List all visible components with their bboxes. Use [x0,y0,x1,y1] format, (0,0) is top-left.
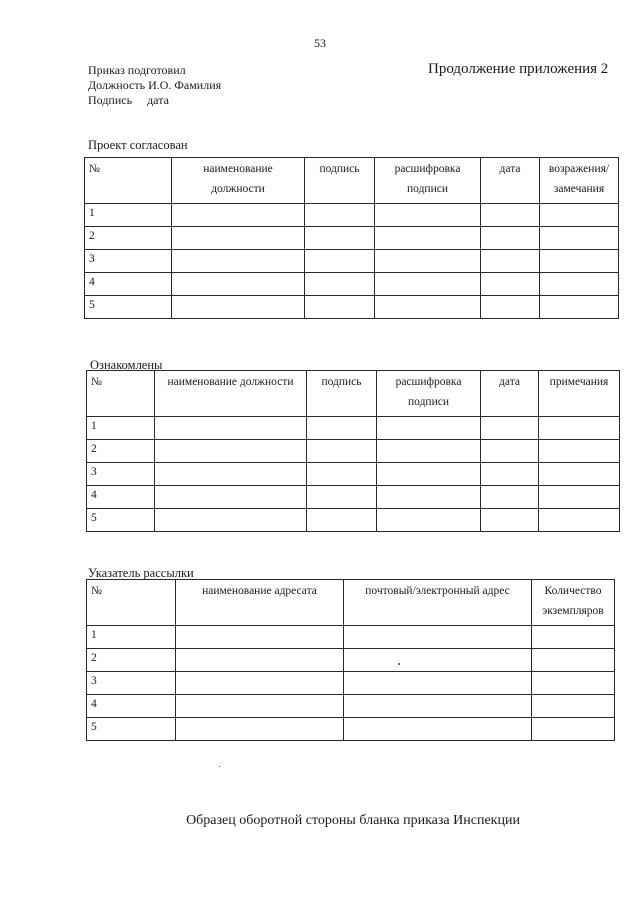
copies-cell[interactable] [532,695,615,718]
footer-title: Образец оборотной стороны бланка приказа Инспекции [186,813,520,828]
distribution-section-title: Указатель рассылки [88,566,194,580]
notes-cell[interactable] [539,486,620,509]
acquainted-header-number: № [87,371,155,417]
date-cell[interactable] [481,440,539,463]
signature-decoding-cell[interactable] [377,463,481,486]
approval-header-number: № [85,158,172,204]
address-cell[interactable] [344,626,532,649]
distribution-table [86,579,615,741]
row-number: 4 [85,273,172,296]
distribution-header-row [87,580,615,626]
row-number: 2 [87,440,155,463]
acquainted-table [86,370,620,532]
approval-header-signature-decoding: расшифровка подписи [375,158,481,204]
table-row [87,718,615,741]
date-cell[interactable] [481,509,539,532]
acquainted-header-signature-decoding: расшифровка подписи [377,371,481,417]
objections-cell[interactable] [540,273,619,296]
position-cell[interactable] [172,250,305,273]
approval-header-signature: подпись [305,158,375,204]
date-cell[interactable] [481,486,539,509]
table-row [87,626,615,649]
page-number: 53 [314,36,326,50]
position-cell[interactable] [172,273,305,296]
row-number: 3 [85,250,172,273]
distribution-header-addressee: наименование адресата [176,580,344,626]
objections-cell[interactable] [540,204,619,227]
objections-cell[interactable] [540,250,619,273]
acquainted-header-row [87,371,620,417]
acquainted-header-position: наименование должности [155,371,307,417]
distribution-header-address: почтовый/электронный адрес [344,580,532,626]
table-row [87,649,615,672]
signature-cell[interactable] [307,440,377,463]
position-cell[interactable] [172,296,305,319]
approval-header-position: наименование должности [172,158,305,204]
scan-speck [398,663,400,665]
date-cell[interactable] [481,250,540,273]
signature-cell[interactable] [305,273,375,296]
signature-decoding-cell[interactable] [375,250,481,273]
address-cell[interactable] [344,718,532,741]
date-cell[interactable] [481,417,539,440]
signature-decoding-cell[interactable] [375,227,481,250]
signature-cell[interactable] [307,509,377,532]
row-number: 1 [85,204,172,227]
signature-decoding-cell[interactable] [375,204,481,227]
row-number: 5 [87,718,176,741]
continuation-label: Продолжение приложения 2 [428,61,609,77]
address-cell[interactable] [344,672,532,695]
date-cell[interactable] [481,204,540,227]
acquainted-header-signature: подпись [307,371,377,417]
date-cell[interactable] [481,296,540,319]
notes-cell[interactable] [539,463,620,486]
signature-cell[interactable] [305,204,375,227]
table-row [87,509,620,532]
table-row [87,440,620,463]
copies-cell[interactable] [532,649,615,672]
signature-cell[interactable] [305,296,375,319]
position-cell[interactable] [172,204,305,227]
table-row [85,227,619,250]
acquainted-header-date: дата [481,371,539,417]
objections-cell[interactable] [540,227,619,250]
addressee-cell[interactable] [176,626,344,649]
position-cell[interactable] [155,463,307,486]
table-row [85,250,619,273]
distribution-header-copies: Количество экземпляров [532,580,615,626]
row-number: 3 [87,463,155,486]
copies-cell[interactable] [532,672,615,695]
distribution-header-number: № [87,580,176,626]
address-cell[interactable] [344,695,532,718]
notes-cell[interactable] [539,440,620,463]
addressee-cell[interactable] [176,718,344,741]
table-row [85,273,619,296]
position-cell[interactable] [155,509,307,532]
signature-cell[interactable] [305,227,375,250]
date-cell[interactable] [481,273,540,296]
table-row [87,695,615,718]
signature-cell[interactable] [307,463,377,486]
prepared-by-label: Приказ подготовил [88,63,186,77]
approval-section-title: Проект согласован [88,138,188,152]
row-number: 5 [85,296,172,319]
signature-decoding-cell[interactable] [377,486,481,509]
table-row [87,463,620,486]
table-row [85,204,619,227]
addressee-cell[interactable] [176,695,344,718]
scan-speck [219,766,220,767]
table-row [87,417,620,440]
approval-table [84,157,619,319]
position-cell[interactable] [155,417,307,440]
row-number: 2 [85,227,172,250]
row-number: 2 [87,649,176,672]
objections-cell[interactable] [540,296,619,319]
acquainted-section-title: Ознакомлены [90,358,163,372]
row-number: 5 [87,509,155,532]
position-cell[interactable] [172,227,305,250]
date-cell[interactable] [481,463,539,486]
signature-decoding-cell[interactable] [377,509,481,532]
notes-cell[interactable] [539,417,620,440]
acquainted-header-notes: примечания [539,371,620,417]
copies-cell[interactable] [532,718,615,741]
table-row [87,672,615,695]
signature-decoding-cell[interactable] [377,440,481,463]
prepared-by-position-name: Должность И.О. Фамилия [88,78,222,92]
approval-header-objections: возражения/ замечания [540,158,619,204]
signature-decoding-cell[interactable] [375,273,481,296]
copies-cell[interactable] [532,626,615,649]
addressee-cell[interactable] [176,649,344,672]
position-cell[interactable] [155,486,307,509]
signature-decoding-cell[interactable] [377,417,481,440]
row-number: 1 [87,417,155,440]
table-row [87,486,620,509]
addressee-cell[interactable] [176,672,344,695]
prepared-by-block [88,63,221,108]
signature-cell[interactable] [305,250,375,273]
approval-header-row [85,158,619,204]
signature-cell[interactable] [307,417,377,440]
position-cell[interactable] [155,440,307,463]
signature-cell[interactable] [307,486,377,509]
row-number: 4 [87,695,176,718]
approval-header-date: дата [481,158,540,204]
row-number: 3 [87,672,176,695]
row-number: 1 [87,626,176,649]
date-cell[interactable] [481,227,540,250]
row-number: 4 [87,486,155,509]
notes-cell[interactable] [539,509,620,532]
prepared-by-signature-date: Подпись дата [88,93,169,107]
signature-decoding-cell[interactable] [375,296,481,319]
table-row [85,296,619,319]
address-cell[interactable] [344,649,532,672]
